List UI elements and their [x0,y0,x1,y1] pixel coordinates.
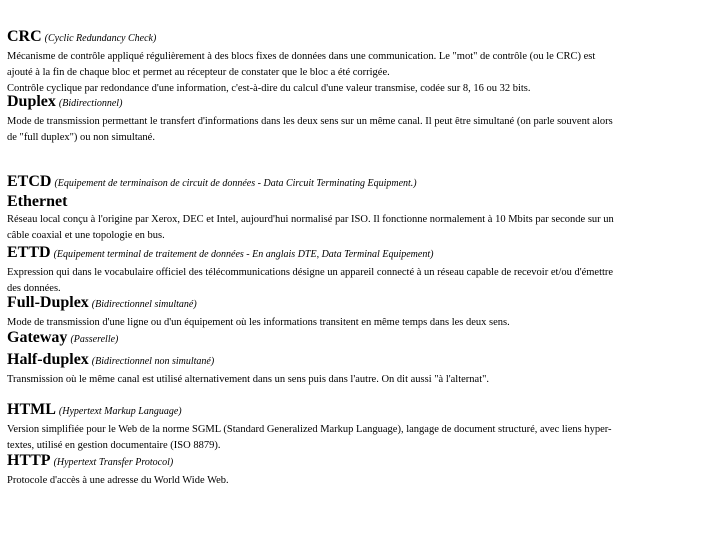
description-line: Transmission où le même canal est utilisé alternativement dans un sens puis dans l'autre. On dit aussi "à l'alternat". [7,374,490,385]
term-expansion: (Equipement de terminaison de circuit de données - Data Circuit Terminating Equipment.) [54,178,417,189]
glossary-entry-ethernet [7,192,707,244]
term-title: HTML [7,401,56,418]
term-expansion: (Cyclic Redundancy Check) [44,33,157,44]
term-expansion: (Passerelle) [70,334,119,345]
description-line: des données. [7,283,61,294]
description-line: de "full duplex") ou non simultané. [7,132,155,143]
term-title: ETCD [7,173,52,190]
term-title: HTTP [7,452,51,469]
term-description [7,422,707,454]
term-description [7,372,707,388]
term-description [7,212,707,244]
description-line: Expression qui dans le vocabulaire officiel des télécommunications désigne un appareil connecté à un réseau capable de recevoir et/ou d'émettre [7,267,614,278]
glossary-entry-gateway [7,328,707,350]
description-line: Réseau local conçu à l'origine par Xerox, DEC et Intel, aujourd'hui normalisé par ISO. Il fonctionne normalement à 10 Mbits par seconde sur un [7,214,614,225]
glossary-entry-html [7,400,707,454]
glossary-entry-full-duplex [7,293,707,331]
description-line: Contrôle cyclique par redondance d'une information, c'est-à-dire du calcul d'une valeur transmise, codée sur 8, 16 ou 32 bits. [7,83,531,94]
term-description [7,114,707,146]
description-line: Mécanisme de contrôle appliqué régulièrement à des blocs fixes de données dans une communication. Le "mot" de contrôle (ou le CRC) est [7,51,596,62]
description-line: Version simplifiée pour le Web de la norme SGML (Standard Generalized Markup Language), langage de document structuré, avec liens hyper- [7,424,612,435]
description-line: Mode de transmission d'une ligne ou d'un équipement où les informations transitent en même temps dans les deux sens. [7,317,510,328]
term-expansion: (Hypertext Transfer Protocol) [53,457,174,468]
glossary-entry-half-duplex [7,350,707,388]
term-description [7,473,707,489]
term-expansion: (Equipement terminal de traitement de données - En anglais DTE, Data Terminal Equipement) [53,249,434,260]
description-line: Mode de transmission permettant le transfert d'informations dans les deux sens sur un même canal. Il peut être simultané (on parle souvent alors [7,116,613,127]
glossary-entry-ettd [7,243,707,297]
description-line: textes, utilisé en gestion documentaire (ISO 8879). [7,440,221,451]
description-line: câble coaxial et une topologie en bus. [7,230,165,241]
term-title: Gateway [7,329,68,346]
term-expansion: (Hypertext Markup Language) [58,406,182,417]
term-title: Ethernet [7,193,68,210]
description-line: Protocole d'accès à une adresse du World Wide Web. [7,475,229,486]
term-title: Full-Duplex [7,294,89,311]
term-title: ETTD [7,244,51,261]
term-title: Half-duplex [7,351,89,368]
glossary-entry-duplex [7,92,707,146]
description-line: ajouté à la fin de chaque bloc et permet au récepteur de constater que le bloc a été corrigée. [7,67,390,78]
glossary-entry-crc [7,27,707,97]
term-expansion: (Bidirectionnel simultané) [91,299,197,310]
term-expansion: (Bidirectionnel non simultané) [91,356,215,367]
glossary-entry-http [7,451,707,489]
glossary-entry-etcd [7,172,707,194]
term-title: CRC [7,28,42,45]
term-description [7,49,707,97]
term-title: Duplex [7,93,56,110]
term-expansion: (Bidirectionnel) [58,98,123,109]
